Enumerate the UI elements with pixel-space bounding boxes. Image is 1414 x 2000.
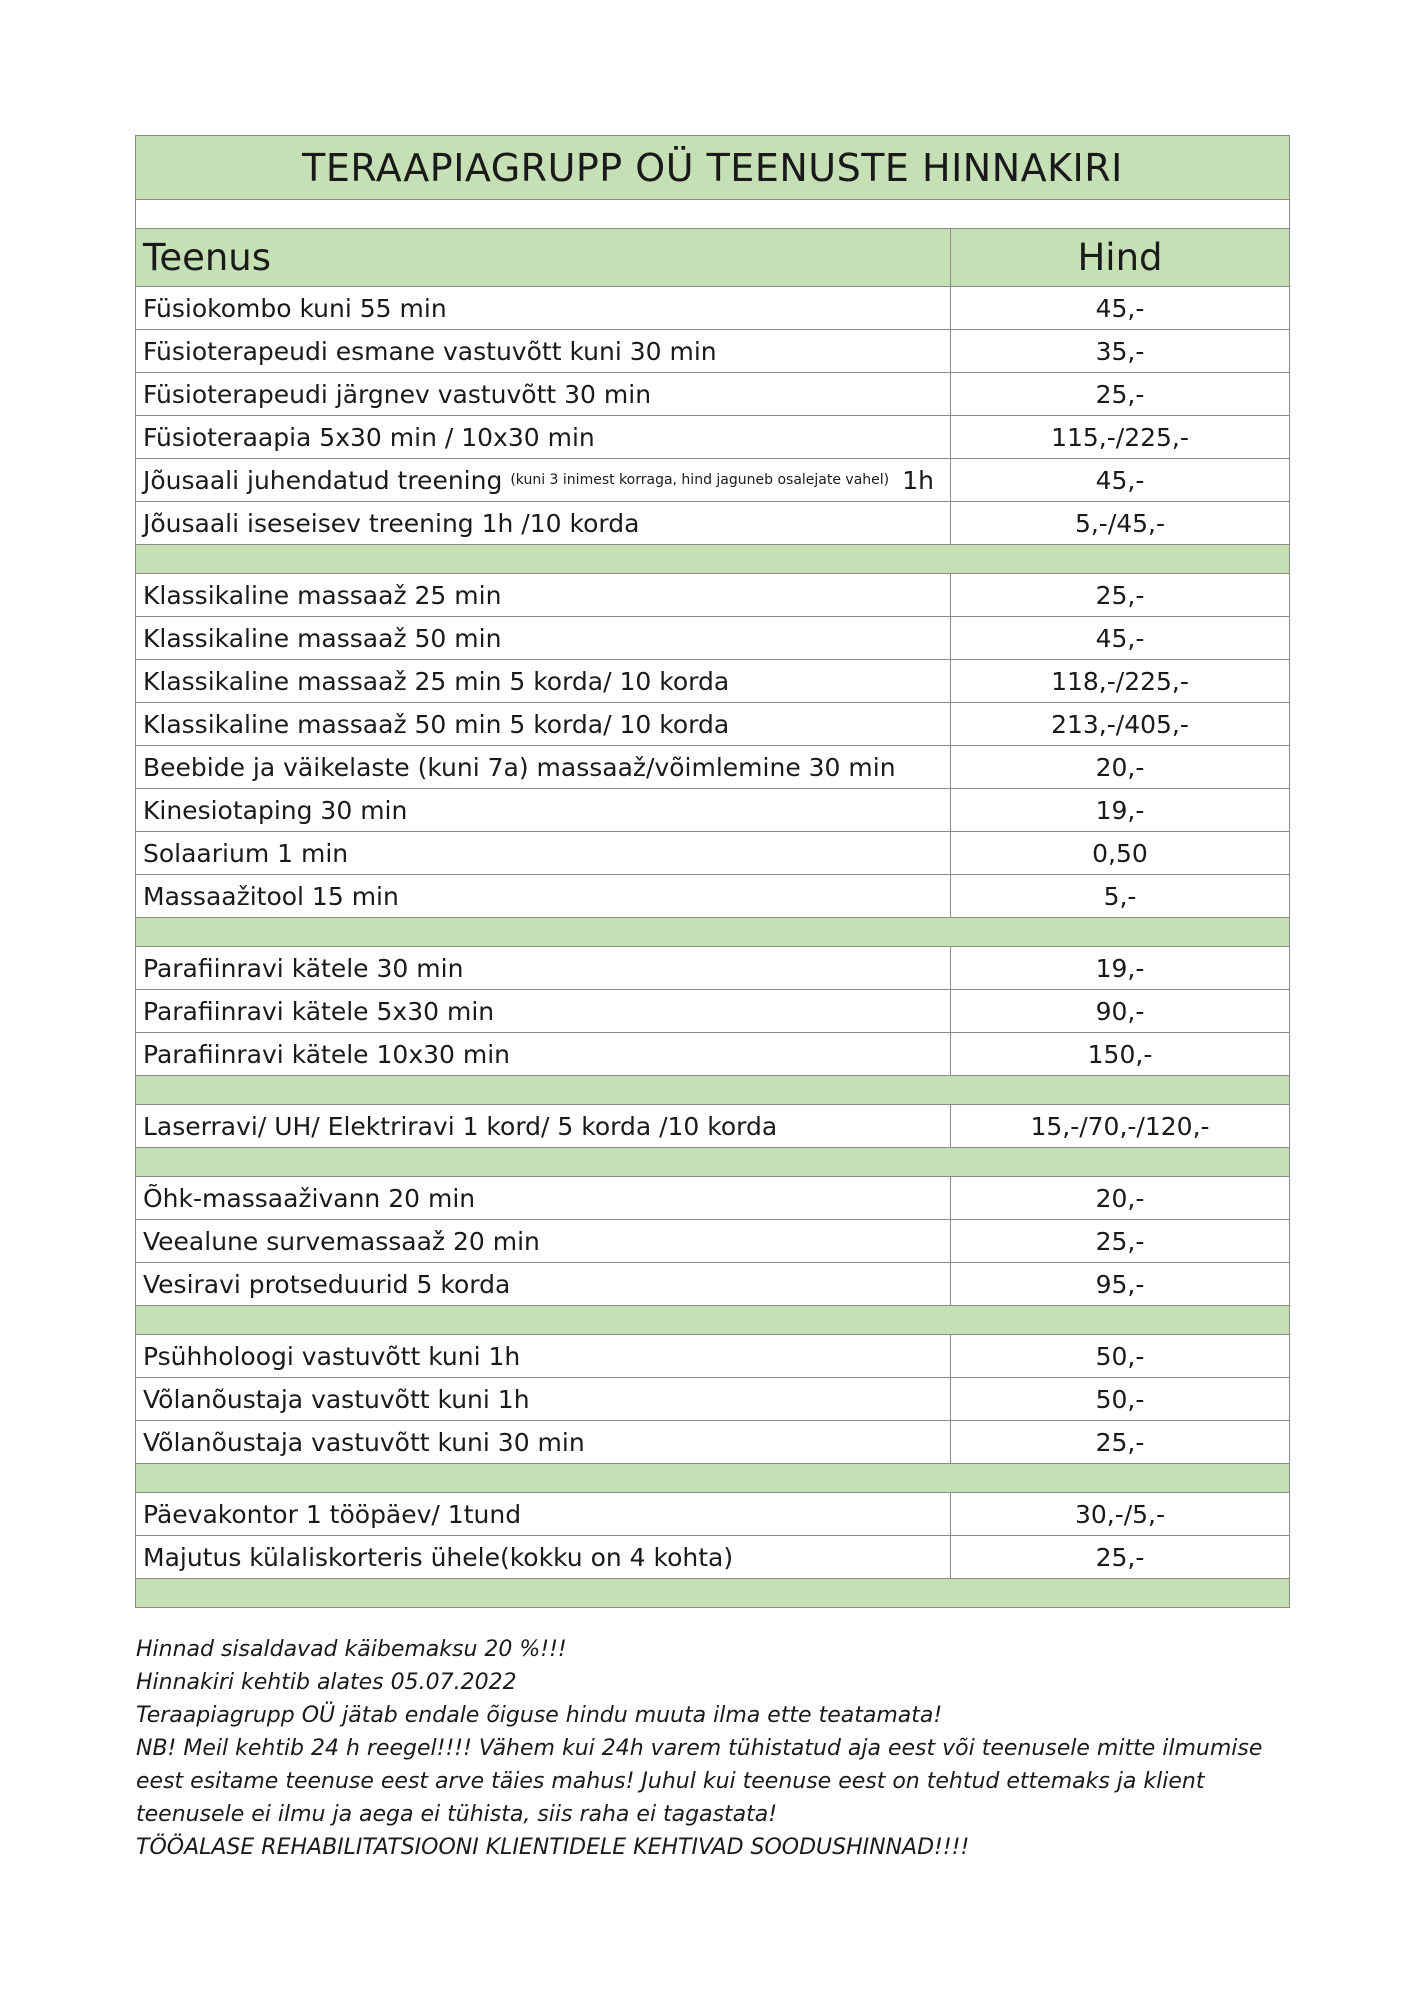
service-label: Parafiinravi kätele 5x30 min bbox=[143, 996, 495, 1026]
service-label: Füsioterapeudi järgnev vastuvõtt 30 min bbox=[143, 379, 652, 409]
table-header bbox=[136, 229, 1289, 287]
service-price: 50,- bbox=[1095, 1341, 1145, 1371]
service-price: 90,- bbox=[1095, 996, 1145, 1026]
table-row bbox=[136, 1220, 1289, 1263]
table-row bbox=[136, 703, 1289, 746]
footer-notes bbox=[136, 1633, 1286, 1864]
header-price: Hind bbox=[1077, 236, 1163, 279]
footer-line: Hinnad sisaldavad käibemaksu 20 %!!! bbox=[136, 1637, 567, 1662]
service-price: 25,- bbox=[1095, 379, 1145, 409]
service-label: Füsiokombo kuni 55 min bbox=[143, 293, 447, 323]
footer-line: teenusele ei ilmu ja aega ei tühista, siis raha ei tagastata! bbox=[136, 1802, 778, 1827]
service-name bbox=[136, 947, 951, 989]
service-name bbox=[136, 502, 951, 544]
table-row bbox=[136, 416, 1289, 459]
service-name bbox=[136, 416, 951, 458]
table-row bbox=[136, 574, 1289, 617]
service-label: Kinesiotaping 30 min bbox=[143, 795, 408, 825]
service-label: Parafiinravi kätele 30 min bbox=[143, 953, 464, 983]
service-name bbox=[136, 459, 951, 501]
service-name bbox=[136, 1105, 951, 1147]
price-list-table bbox=[135, 135, 1290, 1608]
blank-row bbox=[136, 200, 1289, 229]
table-row bbox=[136, 373, 1289, 416]
table-row bbox=[136, 617, 1289, 660]
table-row bbox=[136, 1493, 1289, 1536]
service-name bbox=[136, 990, 951, 1032]
service-price: 15,-/70,-/120,- bbox=[1030, 1111, 1210, 1141]
service-price: 213,-/405,- bbox=[1051, 709, 1189, 739]
service-price: 5,- bbox=[1103, 881, 1137, 911]
service-name bbox=[136, 1263, 951, 1305]
table-row bbox=[136, 502, 1289, 545]
service-label: Jõusaali juhendatud treening bbox=[143, 465, 503, 495]
service-label: Vesiravi protseduurid 5 korda bbox=[143, 1269, 511, 1299]
service-label: Massaažitool 15 min bbox=[143, 881, 399, 911]
service-price: 95,- bbox=[1095, 1269, 1145, 1299]
service-name bbox=[136, 1220, 951, 1262]
service-label: Klassikaline massaaž 25 min 5 korda/ 10 korda bbox=[143, 666, 730, 696]
service-price: 5,-/45,- bbox=[1074, 508, 1166, 538]
table-row bbox=[136, 789, 1289, 832]
service-price: 20,- bbox=[1095, 1183, 1145, 1213]
table-row bbox=[136, 660, 1289, 703]
service-label: Füsioteraapia 5x30 min / 10x30 min bbox=[143, 422, 595, 452]
service-note: (kuni 3 inimest korraga, hind jaguneb osalejate vahel) bbox=[510, 472, 890, 488]
table-body bbox=[136, 287, 1289, 1608]
footer-line: NB! Meil kehtib 24 h reegel!!!! Vähem kui 24h varem tühistatud aja eest või teenusele mitte ilmumise bbox=[136, 1736, 1263, 1761]
service-price: 25,- bbox=[1095, 1427, 1145, 1457]
service-name bbox=[136, 703, 951, 745]
service-price: 45,- bbox=[1095, 465, 1145, 495]
service-price: 25,- bbox=[1095, 1226, 1145, 1256]
service-price: 35,- bbox=[1095, 336, 1145, 366]
table-row bbox=[136, 1263, 1289, 1306]
service-name bbox=[136, 1033, 951, 1075]
service-label: Võlanõustaja vastuvõtt kuni 1h bbox=[143, 1384, 530, 1414]
footer-line: Hinnakiri kehtib alates 05.07.2022 bbox=[136, 1670, 517, 1695]
service-name bbox=[136, 875, 951, 917]
service-name bbox=[136, 1177, 951, 1219]
service-name bbox=[136, 1378, 951, 1420]
group-separator bbox=[136, 1579, 1289, 1608]
group-separator bbox=[136, 1076, 1289, 1105]
service-price: 50,- bbox=[1095, 1384, 1145, 1414]
table-row bbox=[136, 1335, 1289, 1378]
table-row bbox=[136, 947, 1289, 990]
table-row bbox=[136, 330, 1289, 373]
service-name bbox=[136, 287, 951, 329]
table-row bbox=[136, 746, 1289, 789]
service-name bbox=[136, 746, 951, 788]
group-separator bbox=[136, 1148, 1289, 1177]
service-name bbox=[136, 789, 951, 831]
table-row bbox=[136, 1105, 1289, 1148]
service-label: Päevakontor 1 tööpäev/ 1tund bbox=[143, 1499, 522, 1529]
service-label: Klassikaline massaaž 50 min bbox=[143, 623, 502, 653]
service-label: Õhk-massaaživann 20 min bbox=[143, 1183, 476, 1213]
service-price: 150,- bbox=[1087, 1039, 1153, 1069]
service-name bbox=[136, 574, 951, 616]
service-label: Parafiinravi kätele 10x30 min bbox=[143, 1039, 511, 1069]
service-price: 45,- bbox=[1095, 293, 1145, 323]
footer-line: Teraapiagrupp OÜ jätab endale õiguse hindu muuta ilma ette teatamata! bbox=[136, 1703, 943, 1728]
service-name bbox=[136, 1335, 951, 1377]
table-row bbox=[136, 1177, 1289, 1220]
service-name bbox=[136, 373, 951, 415]
service-name bbox=[136, 1421, 951, 1463]
service-label: Majutus külaliskorteris ühele(kokku on 4 kohta) bbox=[143, 1542, 734, 1572]
service-name bbox=[136, 832, 951, 874]
service-name bbox=[136, 660, 951, 702]
group-separator bbox=[136, 545, 1289, 574]
group-separator bbox=[136, 1464, 1289, 1493]
service-price: 19,- bbox=[1095, 953, 1145, 983]
service-name bbox=[136, 1493, 951, 1535]
service-label: Füsioterapeudi esmane vastuvõtt kuni 30 min bbox=[143, 336, 717, 366]
service-label: Veealune survemassaaž 20 min bbox=[143, 1226, 540, 1256]
service-name bbox=[136, 1536, 951, 1578]
service-price: 30,-/5,- bbox=[1074, 1499, 1166, 1529]
service-label: Võlanõustaja vastuvõtt kuni 30 min bbox=[143, 1427, 585, 1457]
table-row bbox=[136, 832, 1289, 875]
service-label: Jõusaali iseseisev treening 1h /10 korda bbox=[143, 508, 640, 538]
header-service: Teenus bbox=[136, 229, 951, 286]
service-label: Laserravi/ UH/ Elektriravi 1 kord/ 5 korda /10 korda bbox=[143, 1111, 778, 1141]
table-row bbox=[136, 459, 1289, 502]
service-label: Klassikaline massaaž 25 min bbox=[143, 580, 502, 610]
service-label: Klassikaline massaaž 50 min 5 korda/ 10 korda bbox=[143, 709, 730, 739]
service-price: 118,-/225,- bbox=[1051, 666, 1189, 696]
service-price: 115,-/225,- bbox=[1051, 422, 1189, 452]
service-price: 25,- bbox=[1095, 580, 1145, 610]
price-list-title: TERAAPIAGRUPP OÜ TEENUSTE HINNAKIRI bbox=[136, 136, 1289, 200]
service-name bbox=[136, 330, 951, 372]
service-price: 19,- bbox=[1095, 795, 1145, 825]
table-row bbox=[136, 287, 1289, 330]
table-row bbox=[136, 1536, 1289, 1579]
table-row bbox=[136, 875, 1289, 918]
table-row bbox=[136, 1033, 1289, 1076]
service-price: 45,- bbox=[1095, 623, 1145, 653]
service-label: Solaarium 1 min bbox=[143, 838, 349, 868]
footer-line: eest esitame teenuse eest arve täies mahus! Juhul kui teenuse eest on tehtud ettemaks ja klient bbox=[136, 1769, 1205, 1794]
footer-line: TÖÖALASE REHABILITATSIOONI KLIENTIDELE KEHTIVAD SOODUSHINNAD!!!! bbox=[136, 1835, 970, 1860]
table-row bbox=[136, 1421, 1289, 1464]
table-row bbox=[136, 990, 1289, 1033]
service-price: 0,50 bbox=[1092, 838, 1148, 868]
service-unit: 1h bbox=[902, 465, 934, 495]
group-separator bbox=[136, 1306, 1289, 1335]
table-row bbox=[136, 1378, 1289, 1421]
service-price: 25,- bbox=[1095, 1542, 1145, 1572]
service-price: 20,- bbox=[1095, 752, 1145, 782]
service-label: Beebide ja väikelaste (kuni 7a) massaaž/võimlemine 30 min bbox=[143, 752, 896, 782]
service-label: Psühholoogi vastuvõtt kuni 1h bbox=[143, 1341, 521, 1371]
service-name bbox=[136, 617, 951, 659]
group-separator bbox=[136, 918, 1289, 947]
